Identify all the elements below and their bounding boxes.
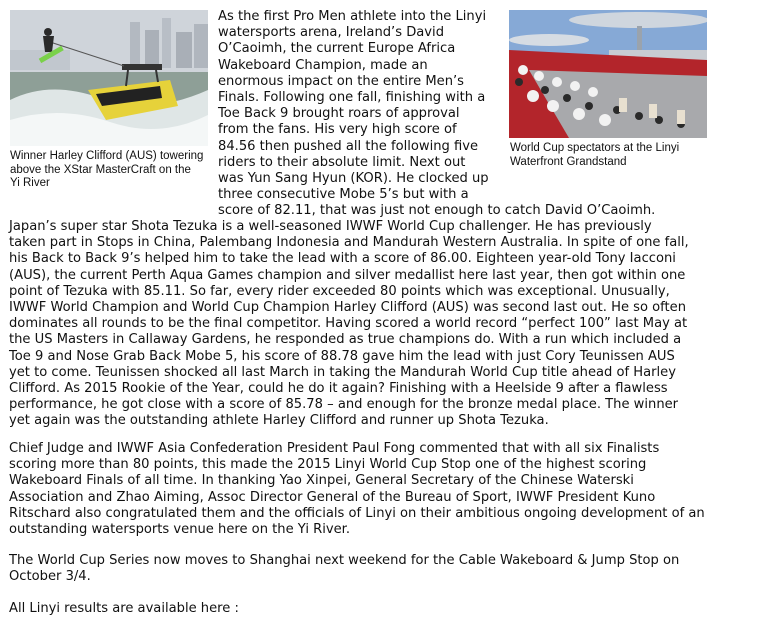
article-line: Wakeboard Champion, made an <box>218 57 428 73</box>
article-line: Clifford. As 2015 Rookie of the Year, could he do it again? Finishing with a Heelside 9 after a flawless <box>9 381 668 397</box>
article-line: October 3/4. <box>9 569 91 585</box>
article-line: Ritschard also congratulated them and the officials of Linyi on their ambitious ongoing development of an <box>9 505 705 521</box>
article-line: As the first Pro Men athlete into the Linyi <box>218 9 487 24</box>
article-line: yet again was the outstanding athlete Harley Clifford and runner up Shota Tezuka. <box>9 413 549 429</box>
article-line: Japan’s super star Shota Tezuka is a well-seasoned IWWF World Cup challenger. He has previously <box>9 219 652 234</box>
article-paragraph-3 <box>9 553 754 585</box>
photo-wakeboarder-boat-image <box>10 10 208 146</box>
photo-spectators-grandstand-image <box>509 10 707 138</box>
caption-line: above the XStar MasterCraft on the <box>10 163 191 176</box>
caption-line: Yi River <box>10 177 50 189</box>
article-line: (AUS), the current Perth Aqua Games champion and silver medallist here last year, then got within one <box>9 267 686 283</box>
caption-wakeboarder <box>10 150 210 191</box>
caption-spectators <box>510 142 710 169</box>
photo-spectators-grandstand <box>509 10 707 138</box>
article-line: performance, he got close with a score of 85.78 – and enough for the bronze medal place. The winner <box>9 397 679 413</box>
article-line: All Linyi results are available here : <box>9 601 239 616</box>
article-line: IWWF World Champion and World Cup Champion Harley Clifford (AUS) was second last out. He so often <box>9 300 687 316</box>
article-paragraph-1 <box>9 219 754 430</box>
article-line: The World Cup Series now moves to Shanghai next weekend for the Cable Wakeboard & Jump Stop on <box>9 553 680 568</box>
article-line: score of 82.11, that was just not enough to catch David O’Caoimh. <box>218 203 656 219</box>
article-line: was Yun Sang Hyun (KOR). He clocked up <box>218 171 489 187</box>
article-line: from the fans. His very high score of <box>218 122 457 138</box>
article-line: taken part in Stops in China, Palembang Indonesia and Mandurah Western Australia. In spite of one fall, <box>9 235 689 251</box>
article-line: his Back to Back 9’s helped him to take the lead with a score of 86.00. Eighteen year-old Tony Iacconi <box>9 251 676 267</box>
caption-line: World Cup spectators at the Linyi <box>510 142 680 154</box>
article-paragraph-2 <box>9 441 754 538</box>
caption-line: Waterfront Grandstand <box>510 155 627 168</box>
article-line: yet to come. Teunissen shocked all last March in taking the Mandurah World Cup title ahead of Harley <box>9 364 676 380</box>
article-line: enormous impact on the entire Men’s <box>218 73 464 89</box>
article-line: watersports arena, Ireland’s David <box>218 25 445 41</box>
article-line: Toe Back 9 brought roars of approval <box>218 106 460 122</box>
article-line: three consecutive Mobe 5’s but with a <box>218 187 469 203</box>
article-line: scoring more than 80 points, this made the 2015 Linyi World Cup Stop one of the highest scoring <box>9 457 647 473</box>
article-paragraph-4 <box>9 601 754 617</box>
article-line: the US Masters in Callaway Gardens, he responded as true champions do. With a run which included a <box>9 332 682 348</box>
photo-wakeboarder-boat <box>10 10 208 146</box>
article-line: 84.56 then pushed all the following five <box>218 138 479 154</box>
article-line: Chief Judge and IWWF Asia Confederation President Paul Fong commented that with all six Finalists <box>9 441 660 456</box>
article-line: Toe 9 and Nose Grab Back Mobe 5, his score of 88.78 gave him the lead with just Cory Teunissen AUS <box>9 348 675 364</box>
caption-line: Winner Harley Clifford (AUS) towering <box>10 150 204 162</box>
article-line: riders to their absolute limit. Next out <box>218 154 466 170</box>
article-line: Association and Zhao Aiming, Assoc Director General of the Bureau of Sport, IWWF President Kuno <box>9 489 656 505</box>
article-line: outstanding watersports venue here on the Yi River. <box>9 522 351 538</box>
article-line: O’Caoimh, the current Europe Africa <box>218 41 456 57</box>
article-line: Finals. Following one fall, finishing with a <box>218 90 486 106</box>
article-line: Wakeboard Finals of all time. In thanking Yao Xinpei, General Secretary of the Chinese Waterski <box>9 473 634 489</box>
article-line: dominates all rounds to be the final competitor. Having scored a world record “perfect 100” last May at <box>9 316 688 332</box>
article-line: point of Tezuka with 85.11. So far, every rider exceeded 80 points which was exceptional. Unusually, <box>9 283 670 299</box>
